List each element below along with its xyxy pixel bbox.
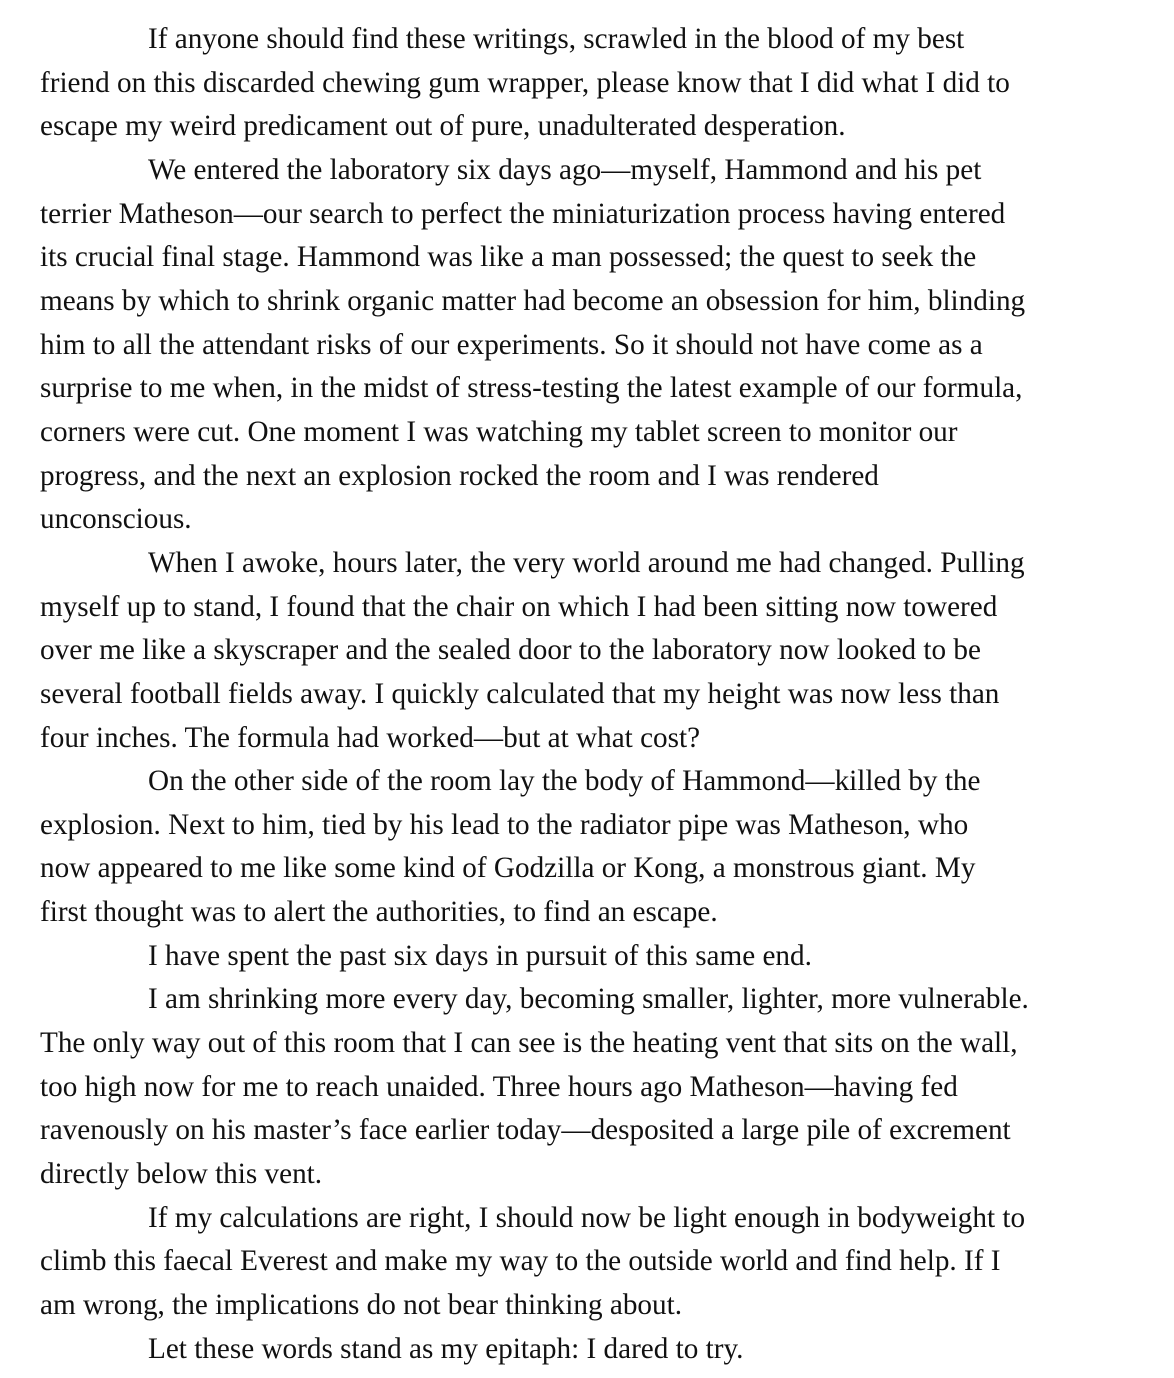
paragraph-shrinking <box>40 978 1170 1196</box>
paragraph-calculations <box>40 1197 1170 1328</box>
text-line: escape my weird predicament out of pure, unadulterated desperation. <box>40 110 846 143</box>
text-line: The only way out of this room that I can see is the heating vent that sits on the wall, <box>40 1027 1018 1060</box>
text-line: unconscious. <box>40 503 192 536</box>
text-line: over me like a skyscraper and the sealed door to the laboratory now looked to be <box>40 634 981 667</box>
text-line: too high now for me to reach unaided. Three hours ago Matheson—having fed <box>40 1070 958 1103</box>
text-line: If my calculations are right, I should now be light enough in bodyweight to <box>148 1201 1026 1234</box>
text-line: am wrong, the implications do not bear thinking about. <box>40 1289 683 1322</box>
text-line: myself up to stand, I found that the chair on which I had been sitting now towered <box>40 590 998 623</box>
text-line: first thought was to alert the authorities, to find an escape. <box>40 896 718 929</box>
text-line: friend on this discarded chewing gum wrapper, please know that I did what I did to <box>40 66 1010 99</box>
text-line: We entered the laboratory six days ago—myself, Hammond and his pet <box>148 153 982 186</box>
text-line: surprise to me when, in the midst of stress-testing the latest example of our formula, <box>40 372 1023 405</box>
text-line: explosion. Next to him, tied by his lead to the radiator pipe was Matheson, who <box>40 808 969 841</box>
text-line: I have spent the past six days in pursuit of this same end. <box>148 939 812 972</box>
text-line: Let these words stand as my epitaph: I dared to try. <box>148 1332 744 1365</box>
text-line: If anyone should find these writings, scrawled in the blood of my best <box>148 23 965 55</box>
text-line: several football fields away. I quickly calculated that my height was now less than <box>40 677 1000 710</box>
text-line: progress, and the next an explosion rocked the room and I was rendered <box>40 459 879 492</box>
text-line: directly below this vent. <box>40 1158 323 1191</box>
paragraph-hammond <box>40 760 1170 935</box>
text-line: climb this faecal Everest and make my way to the outside world and find help. If I <box>40 1245 1001 1278</box>
paragraph-awakening <box>40 542 1170 760</box>
text-line: him to all the attendant risks of our experiments. So it should not have come as a <box>40 328 983 361</box>
text-line: ravenously on his master’s face earlier today—desposited a large pile of excrement <box>40 1114 1011 1147</box>
text-line: corners were cut. One moment I was watching my tablet screen to monitor our <box>40 415 958 448</box>
text-line: now appeared to me like some kind of Godzilla or Kong, a monstrous giant. My <box>40 852 976 885</box>
paragraph-pursuit <box>40 935 1170 979</box>
text-line: four inches. The formula had worked—but at what cost? <box>40 721 701 754</box>
text-line: its crucial final stage. Hammond was like a man possessed; the quest to seek the <box>40 241 977 274</box>
text-line: means by which to shrink organic matter had become an obsession for him, blinding <box>40 284 1026 317</box>
paragraph-epitaph <box>40 1328 1170 1372</box>
document-body <box>40 18 1170 1371</box>
text-line: terrier Matheson—our search to perfect the miniaturization process having entered <box>40 197 1006 230</box>
text-line: When I awoke, hours later, the very world around me had changed. Pulling <box>148 546 1025 579</box>
paragraph-opening <box>40 18 1170 149</box>
text-line: On the other side of the room lay the body of Hammond—killed by the <box>148 765 981 798</box>
paragraph-laboratory <box>40 149 1170 542</box>
text-line: I am shrinking more every day, becoming smaller, lighter, more vulnerable. <box>148 983 1029 1016</box>
